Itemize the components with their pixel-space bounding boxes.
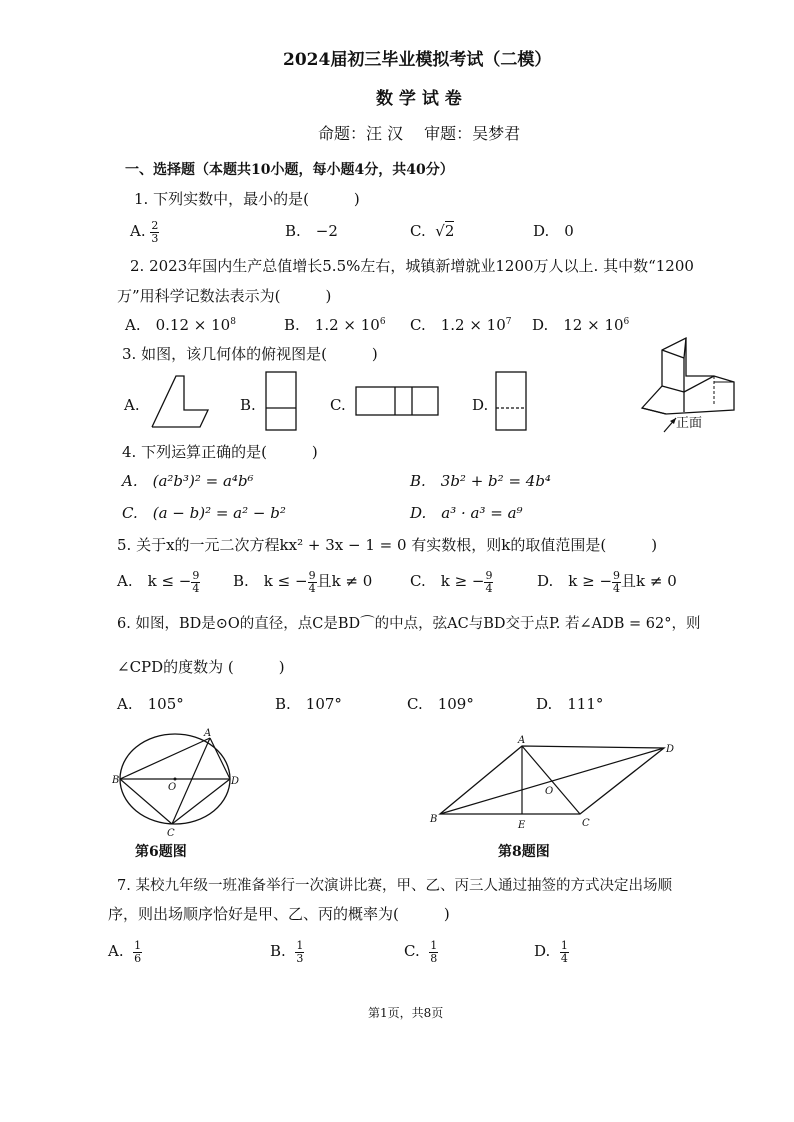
q3-option-b-figure [264,370,298,432]
q3-option-d-figure [494,370,528,432]
q5-option-a: A. k ≤ − $\frac{9}{4}$ [117,569,200,595]
q7-option-b: B. $\frac{1}{3}$ [270,939,304,965]
svg-text:A: A [204,728,212,739]
q6-option-b: B. 107° [275,695,342,713]
exam-title: 2024届初三毕业模拟考试（二模） [283,50,552,70]
q3-option-d-label: D. [472,396,489,414]
q2-option-d: D. $12 \times 10^6$ [532,316,630,334]
page-footer: 第1页，共8页 [368,1006,444,1020]
q7-line1: 7. 某校九年级一班准备举行一次演讲比赛，甲、乙、丙三人通过抽签的方式决定出场顺 [117,878,672,894]
q2-option-c: C. $1.2 \times 10^7$ [410,316,512,334]
svg-text:C: C [167,828,175,838]
q1-option-c: C. √2 [410,222,455,240]
figure-6-circle [112,726,242,838]
q6-option-c: C. 109° [407,695,474,713]
q3-option-c-figure [354,385,440,417]
q1-option-a: A. $\frac{2}{3}$ [130,219,159,245]
q7-line2: 序，则出场顺序恰好是甲、乙、丙的概率为( ) [108,905,450,923]
svg-text:O: O [545,786,554,797]
q3-option-a-figure [148,372,212,430]
q3-front-label: 正面 [676,416,703,431]
q2-option-b: B. $1.2 \times 10^6$ [284,316,386,334]
q1-stem: 1. 下列实数中，最小的是( ) [134,190,360,208]
svg-text:E: E [518,820,526,831]
figure-6-caption: 第6题图 [135,844,187,860]
figure-8-parallelogram [428,734,676,834]
exam-authors: 命题：汪 汉 审题：吴梦君 [318,124,521,143]
q5-option-b: B. k ≤ − $\frac{9}{4}$ 且k ≠ 0 [233,569,373,595]
figure-8-caption: 第8题图 [498,844,550,860]
svg-text:B: B [112,775,120,786]
q3-option-c-label: C. [330,396,346,414]
q4-stem: 4. 下列运算正确的是( ) [122,443,318,461]
q7-option-c: C. $\frac{1}{8}$ [404,939,438,965]
q5-stem: 5. 关于x的一元二次方程kx² + 3x − 1 = 0 有实数根，则k的取值范围是( ) [117,536,658,554]
q5-option-c: C. k ≥ − $\frac{9}{4}$ [410,569,493,595]
svg-text:O: O [168,782,177,793]
q6-option-a: A. 105° [117,695,184,713]
exam-subtitle: 数 学 试 卷 [376,89,462,109]
q1-option-d: D. 0 [533,222,574,240]
q3-stem: 3. 如图，该几何体的俯视图是( ) [122,345,378,363]
svg-text:C: C [582,818,590,829]
q4-option-a: A. (a²b³)² = a⁴b⁶ [122,472,254,490]
q4-option-b: B. 3b² + b² = 4b⁴ [410,472,551,490]
svg-text:B: B [430,814,438,825]
q2-line2: 万”用科学记数法表示为( ) [117,287,332,305]
q2-line1: 2. 2023年国内生产总值增长5.5%左右，城镇新增就业1200万人以上. 其中数“1200 [130,257,694,275]
q7-option-a: A. $\frac{1}{6}$ [108,939,142,965]
q7-option-d: D. $\frac{1}{4}$ [534,939,568,965]
q6-line2: ∠CPD的度数为 ( ) [117,658,285,676]
svg-text:D: D [666,744,675,755]
section-heading: 一、选择题（本题共10小题，每小题4分，共40分） [125,162,454,178]
q6-line1: 6. 如图，BD是⊙O的直径，点C是BD⌒的中点，弦AC与BD交于点P. 若∠ADB = 62°，则 [117,616,701,632]
q2-option-a: A. $0.12 \times 10^8$ [125,316,236,334]
svg-text:A: A [518,735,526,746]
q3-option-b-label: B. [240,396,256,414]
q5-option-d: D. k ≥ − $\frac{9}{4}$ 且k ≠ 0 [537,569,677,595]
q1-option-b: B. −2 [285,222,338,240]
q4-option-c: C. (a − b)² = a² − b² [122,504,286,522]
q4-option-d: D. a³ · a³ = a⁹ [410,504,523,522]
svg-text:D: D [231,776,240,787]
q3-option-a-label: A. [124,396,140,414]
q6-option-d: D. 111° [536,695,604,713]
